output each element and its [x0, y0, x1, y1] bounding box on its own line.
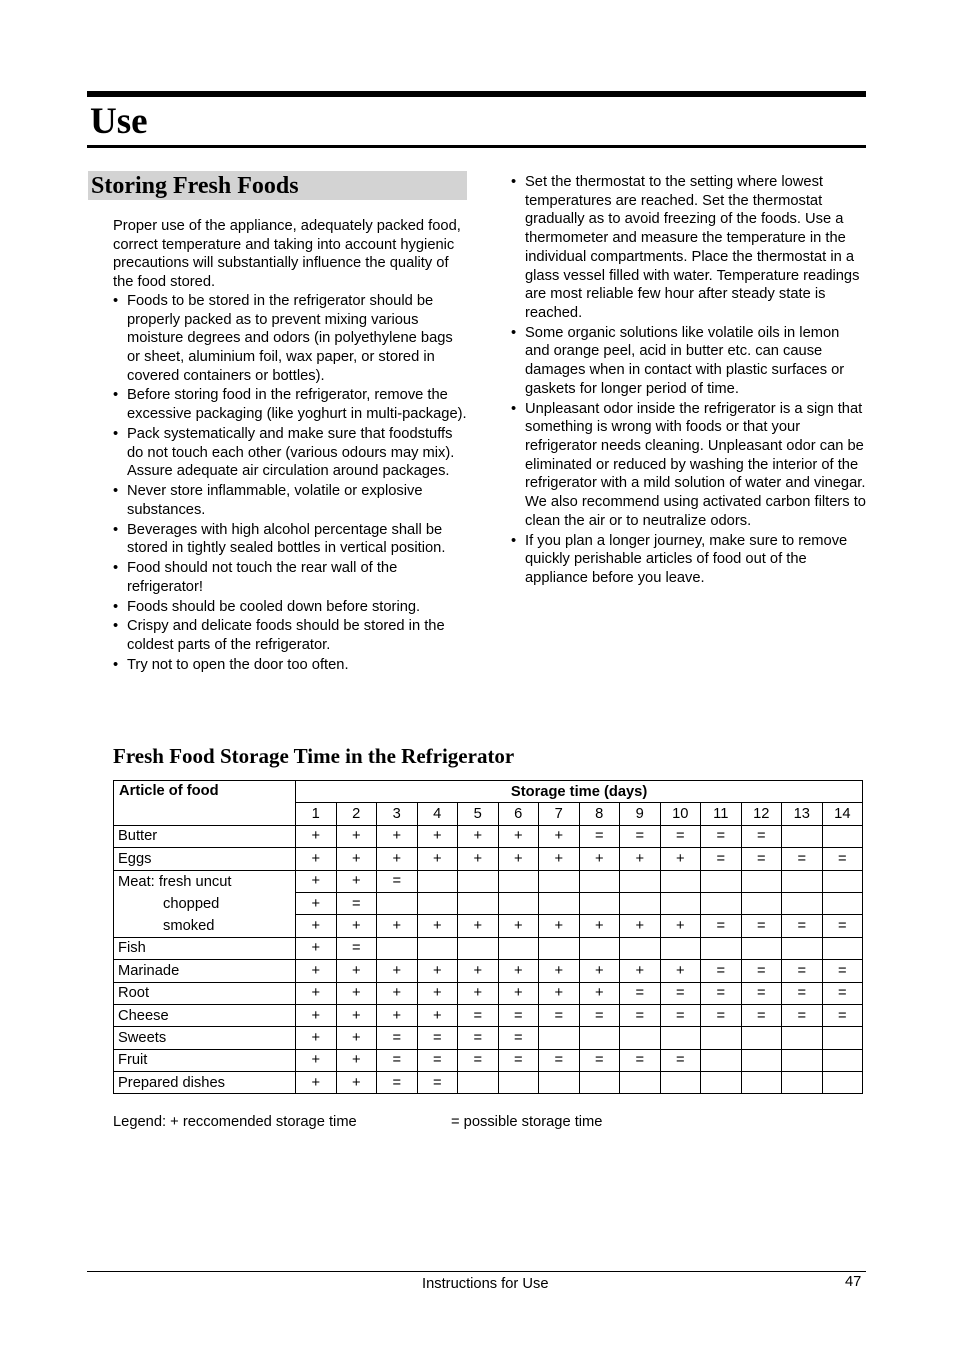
storage-cell: [701, 870, 742, 892]
bullet-text: Food should not touch the rear wall of the refrigerator!: [127, 560, 398, 595]
storage-cell: +: [579, 982, 620, 1004]
storage-cell: +: [660, 848, 701, 870]
food-name-cell: Butter: [114, 825, 296, 847]
storage-cell: [660, 870, 701, 892]
storage-cell: [701, 937, 742, 959]
storage-time-header: Storage time (days): [296, 781, 863, 803]
bullet-item: [113, 292, 469, 386]
storage-cell: +: [336, 960, 377, 982]
food-name-cell: Sweets: [114, 1027, 296, 1049]
bullet-item: [113, 425, 469, 481]
storage-cell: =: [741, 848, 782, 870]
bullet-text: Try not to open the door too often.: [127, 656, 349, 673]
storage-cell: +: [377, 915, 418, 937]
storage-cell: +: [458, 825, 499, 847]
food-name-cell: Root: [114, 982, 296, 1004]
storage-cell: +: [336, 825, 377, 847]
bullet-icon: •: [113, 425, 119, 442]
bullet-icon: •: [113, 560, 119, 577]
storage-cell: [377, 892, 418, 914]
storage-cell: +: [620, 960, 661, 982]
storage-cell: =: [660, 1049, 701, 1071]
storage-cell: =: [417, 1027, 458, 1049]
storage-cell: =: [741, 1004, 782, 1026]
day-header-cell: 6: [498, 803, 539, 825]
storage-cell: =: [336, 892, 377, 914]
storage-cell: +: [336, 1049, 377, 1071]
storage-cell: +: [296, 982, 337, 1004]
storage-cell: [660, 892, 701, 914]
storage-cell: =: [660, 825, 701, 847]
bullet-item: [511, 532, 867, 588]
storage-cell: =: [822, 915, 863, 937]
bullet-text: Set the thermostat to the setting where lowest temperatures are reached. Set the thermostat gradually as to avoid freezing of the foods. Use a thermometer and measure the temperature in the individual compartments. Place the thermostat in a glass vessel filled with water. Temperature readings are most reliable few hour after steady state is reached.: [525, 174, 860, 321]
bullet-icon: •: [113, 292, 119, 309]
storage-cell: =: [701, 982, 742, 1004]
storage-cell: =: [539, 1049, 580, 1071]
bullet-item: [113, 386, 469, 423]
storage-cell: [620, 937, 661, 959]
bullet-text: Foods should be cooled down before storing.: [127, 598, 421, 615]
table-row: [114, 937, 863, 959]
storage-cell: =: [498, 1027, 539, 1049]
storage-cell: =: [336, 937, 377, 959]
storage-cell: [782, 1027, 823, 1049]
footer-rule: [87, 1271, 866, 1272]
storage-cell: [498, 870, 539, 892]
storage-cell: [822, 825, 863, 847]
storage-cell: [539, 1072, 580, 1094]
section-title: Storing Fresh Foods: [91, 173, 299, 199]
storage-cell: +: [296, 848, 337, 870]
storage-cell: +: [498, 915, 539, 937]
storage-cell: =: [782, 848, 823, 870]
storage-cell: =: [701, 848, 742, 870]
storage-cell: =: [377, 870, 418, 892]
storage-cell: [822, 1027, 863, 1049]
bullet-text: Pack systematically and make sure that foodstuffs do not touch each other (various odours may mix). Assure adequate air circulation around packages.: [127, 425, 455, 480]
legend-equal: = possible storage time: [451, 1114, 603, 1130]
storage-cell: [782, 825, 823, 847]
storage-cell: +: [417, 982, 458, 1004]
storage-cell: [458, 892, 499, 914]
bullet-item: [511, 400, 867, 531]
bullet-item: [113, 521, 469, 558]
storage-cell: +: [539, 960, 580, 982]
bullet-item: [113, 656, 469, 675]
storage-cell: +: [296, 1049, 337, 1071]
food-name-cell: Cheese: [114, 1004, 296, 1026]
storage-cell: =: [782, 960, 823, 982]
storage-cell: +: [417, 960, 458, 982]
table-row: [114, 848, 863, 870]
storage-cell: +: [296, 1004, 337, 1026]
bullet-icon: •: [113, 598, 119, 615]
left-column: [113, 217, 469, 676]
food-name-cell: chopped: [114, 892, 296, 914]
storage-cell: [822, 892, 863, 914]
storage-cell: =: [701, 960, 742, 982]
storage-cell: +: [539, 982, 580, 1004]
storage-cell: =: [417, 1072, 458, 1094]
storage-cell: =: [620, 982, 661, 1004]
storage-cell: [417, 892, 458, 914]
storage-cell: =: [620, 825, 661, 847]
storage-cell: =: [701, 915, 742, 937]
bullet-icon: •: [113, 387, 119, 404]
bullet-icon: •: [113, 521, 119, 538]
bullet-text: Some organic solutions like volatile oils in lemon and orange peel, acid in butter etc. can cause damages when in contact with plastic surfaces or gaskets for longer period of time.: [525, 324, 845, 397]
storage-cell: [822, 1072, 863, 1094]
storage-cell: +: [336, 870, 377, 892]
storage-cell: [701, 1027, 742, 1049]
storage-cell: [741, 1027, 782, 1049]
storage-cell: +: [417, 915, 458, 937]
section-header: [88, 171, 467, 200]
storage-cell: +: [296, 915, 337, 937]
footer-text: Instructions for Use: [422, 1276, 549, 1292]
storage-cell: =: [458, 1004, 499, 1026]
storage-cell: +: [336, 1072, 377, 1094]
storage-cell: =: [822, 982, 863, 1004]
storage-cell: +: [539, 848, 580, 870]
storage-cell: [579, 892, 620, 914]
food-name-cell: Prepared dishes: [114, 1072, 296, 1094]
bullet-icon: •: [511, 324, 517, 341]
storage-cell: +: [579, 915, 620, 937]
storage-cell: +: [458, 960, 499, 982]
storage-cell: =: [782, 915, 823, 937]
storage-cell: +: [417, 825, 458, 847]
table-row: [114, 1049, 863, 1071]
storage-cell: [741, 1049, 782, 1071]
storage-cell: [782, 870, 823, 892]
storage-cell: [741, 937, 782, 959]
table-row: [114, 892, 863, 914]
storage-cell: +: [296, 892, 337, 914]
storage-cell: [620, 1072, 661, 1094]
bullet-icon: •: [113, 618, 119, 635]
storage-cell: [539, 892, 580, 914]
storage-cell: [579, 1072, 620, 1094]
storage-cell: +: [458, 848, 499, 870]
bullet-item: [113, 482, 469, 519]
storage-cell: =: [741, 960, 782, 982]
storage-cell: =: [620, 1049, 661, 1071]
day-header-cell: 2: [336, 803, 377, 825]
storage-cell: [660, 1072, 701, 1094]
day-header-cell: 1: [296, 803, 337, 825]
food-name-cell: smoked: [114, 915, 296, 937]
storage-cell: [782, 1072, 823, 1094]
storage-cell: +: [336, 1004, 377, 1026]
storage-cell: +: [458, 982, 499, 1004]
right-bullet-list: [511, 173, 867, 588]
storage-cell: +: [296, 870, 337, 892]
storage-cell: [822, 937, 863, 959]
storage-cell: =: [579, 1049, 620, 1071]
day-header-cell: 8: [579, 803, 620, 825]
storage-cell: =: [579, 825, 620, 847]
right-column: [511, 173, 867, 589]
storage-cell: =: [579, 1004, 620, 1026]
storage-cell: =: [741, 825, 782, 847]
storage-cell: +: [296, 937, 337, 959]
storage-cell: [417, 937, 458, 959]
storage-cell: [498, 937, 539, 959]
storage-cell: +: [620, 915, 661, 937]
storage-cell: +: [539, 825, 580, 847]
storage-cell: [579, 870, 620, 892]
storage-cell: [539, 870, 580, 892]
storage-cell: +: [377, 848, 418, 870]
storage-cell: =: [822, 1004, 863, 1026]
storage-cell: [498, 1072, 539, 1094]
storage-cell: [620, 870, 661, 892]
bullet-icon: •: [113, 483, 119, 500]
storage-cell: +: [660, 915, 701, 937]
storage-cell: [822, 870, 863, 892]
storage-cell: +: [498, 960, 539, 982]
table-body: [114, 825, 863, 1094]
storage-cell: =: [458, 1027, 499, 1049]
storage-cell: +: [336, 982, 377, 1004]
storage-cell: =: [377, 1027, 418, 1049]
storage-cell: [701, 1072, 742, 1094]
title-bottom-rule: [87, 145, 866, 148]
storage-cell: +: [377, 960, 418, 982]
storage-cell: [782, 937, 823, 959]
storage-cell: [741, 892, 782, 914]
title-top-rule: [87, 91, 866, 97]
storage-cell: =: [782, 1004, 823, 1026]
storage-cell: =: [458, 1049, 499, 1071]
day-header-cell: 3: [377, 803, 418, 825]
storage-cell: [417, 870, 458, 892]
storage-cell: +: [296, 1027, 337, 1049]
storage-cell: =: [782, 982, 823, 1004]
day-header-cell: 5: [458, 803, 499, 825]
storage-cell: +: [539, 915, 580, 937]
storage-cell: [741, 870, 782, 892]
storage-cell: +: [498, 848, 539, 870]
storage-cell: +: [579, 960, 620, 982]
table-row: [114, 982, 863, 1004]
table-row: [114, 825, 863, 847]
storage-cell: +: [660, 960, 701, 982]
storage-cell: =: [620, 1004, 661, 1026]
food-name-cell: Meat: fresh uncut: [114, 870, 296, 892]
storage-cell: =: [660, 1004, 701, 1026]
storage-cell: +: [377, 982, 418, 1004]
food-name-cell: Eggs: [114, 848, 296, 870]
storage-cell: [741, 1072, 782, 1094]
storage-cell: =: [701, 1004, 742, 1026]
storage-cell: +: [498, 982, 539, 1004]
table-row: [114, 960, 863, 982]
storage-cell: [539, 1027, 580, 1049]
storage-cell: [579, 1027, 620, 1049]
storage-cell: [822, 1049, 863, 1071]
day-header-cell: 7: [539, 803, 580, 825]
storage-cell: +: [417, 848, 458, 870]
bullet-text: Before storing food in the refrigerator, remove the excessive packaging (like yoghurt in multi-package).: [127, 387, 467, 423]
bullet-text: Crispy and delicate foods should be stored in the coldest parts of the refrigerator.: [127, 618, 445, 654]
storage-cell: [458, 937, 499, 959]
storage-cell: =: [417, 1049, 458, 1071]
bullet-text: If you plan a longer journey, make sure to remove quickly perishable articles of food out of the appliance before you leave.: [525, 532, 848, 587]
storage-cell: +: [579, 848, 620, 870]
storage-cell: =: [822, 960, 863, 982]
table-row: [114, 870, 863, 892]
bullet-item: [113, 617, 469, 654]
page-number: 47: [845, 1274, 862, 1290]
storage-cell: [782, 892, 823, 914]
storage-cell: =: [741, 982, 782, 1004]
bullet-item: [113, 559, 469, 596]
bullet-icon: •: [511, 532, 517, 549]
storage-cell: [539, 937, 580, 959]
bullet-text: Foods to be stored in the refrigerator should be properly packed as to prevent mixing various moisture degrees and odors (in polyethylene bags or sheet, aluminium foil, wax paper, or stored in covered containers or bottles).: [127, 292, 453, 384]
storage-cell: =: [539, 1004, 580, 1026]
storage-cell: +: [296, 960, 337, 982]
bullet-text: Beverages with high alcohol percentage shall be stored in tightly sealed bottles in vertical position.: [127, 521, 446, 557]
storage-cell: +: [417, 1004, 458, 1026]
article-header: Article of food: [114, 781, 296, 826]
intro-paragraph: Proper use of the appliance, adequately packed food, correct temperature and taking into account hygienic precautions will substantially influence the quality of the food stored.: [113, 218, 461, 291]
bullet-icon: •: [113, 656, 119, 673]
storage-cell: [377, 937, 418, 959]
day-header-cell: 14: [822, 803, 863, 825]
storage-cell: =: [498, 1049, 539, 1071]
day-header-cell: 10: [660, 803, 701, 825]
storage-cell: +: [458, 915, 499, 937]
storage-cell: +: [296, 825, 337, 847]
day-header-cell: 9: [620, 803, 661, 825]
day-header-cell: 13: [782, 803, 823, 825]
storage-cell: +: [336, 915, 377, 937]
legend-plus: Legend: + reccomended storage time: [113, 1114, 357, 1130]
storage-cell: =: [701, 825, 742, 847]
food-name-cell: Marinade: [114, 960, 296, 982]
storage-cell: [620, 1027, 661, 1049]
storage-cell: +: [498, 825, 539, 847]
storage-cell: +: [620, 848, 661, 870]
table-row: [114, 915, 863, 937]
food-name-cell: Fish: [114, 937, 296, 959]
storage-cell: [701, 892, 742, 914]
storage-cell: =: [498, 1004, 539, 1026]
day-header-cell: 12: [741, 803, 782, 825]
storage-cell: [660, 1027, 701, 1049]
day-header-cell: 11: [701, 803, 742, 825]
table-row: [114, 1027, 863, 1049]
table-row: [114, 1004, 863, 1026]
bullet-icon: •: [511, 400, 517, 417]
bullet-text: Unpleasant odor inside the refrigerator is a sign that something is wrong with foods or that your refrigerator needs cleaning. Unpleasant odor can be eliminated or reduced by washing the interior of the refrigerator with a mild solution of water and vinegar. We also recommend using activated carbon filters to clean the air or to neutralize odors.: [525, 400, 866, 529]
bullet-item: [511, 324, 867, 399]
storage-cell: +: [296, 1072, 337, 1094]
table-heading: Fresh Food Storage Time in the Refrigerator: [113, 744, 515, 768]
table-row: [114, 1072, 863, 1094]
storage-cell: [620, 892, 661, 914]
day-header-cell: 4: [417, 803, 458, 825]
storage-cell: [701, 1049, 742, 1071]
storage-cell: =: [377, 1049, 418, 1071]
storage-cell: [498, 892, 539, 914]
bullet-icon: •: [511, 174, 517, 190]
storage-cell: +: [377, 1004, 418, 1026]
storage-cell: [458, 1072, 499, 1094]
storage-cell: +: [336, 848, 377, 870]
storage-cell: [782, 1049, 823, 1071]
bullet-text: Never store inflammable, volatile or explosive substances.: [127, 483, 423, 518]
bullet-item: [113, 598, 469, 617]
bullet-item: [511, 173, 867, 323]
storage-cell: =: [741, 915, 782, 937]
storage-cell: [660, 937, 701, 959]
storage-time-table: [113, 780, 863, 1094]
storage-cell: =: [660, 982, 701, 1004]
food-name-cell: Fruit: [114, 1049, 296, 1071]
storage-cell: [458, 870, 499, 892]
page-title: Use: [90, 101, 148, 142]
left-bullet-list: [113, 292, 469, 675]
storage-cell: =: [822, 848, 863, 870]
storage-cell: +: [336, 1027, 377, 1049]
storage-cell: =: [377, 1072, 418, 1094]
storage-cell: +: [377, 825, 418, 847]
storage-cell: [579, 937, 620, 959]
table-header-row: [114, 781, 863, 803]
